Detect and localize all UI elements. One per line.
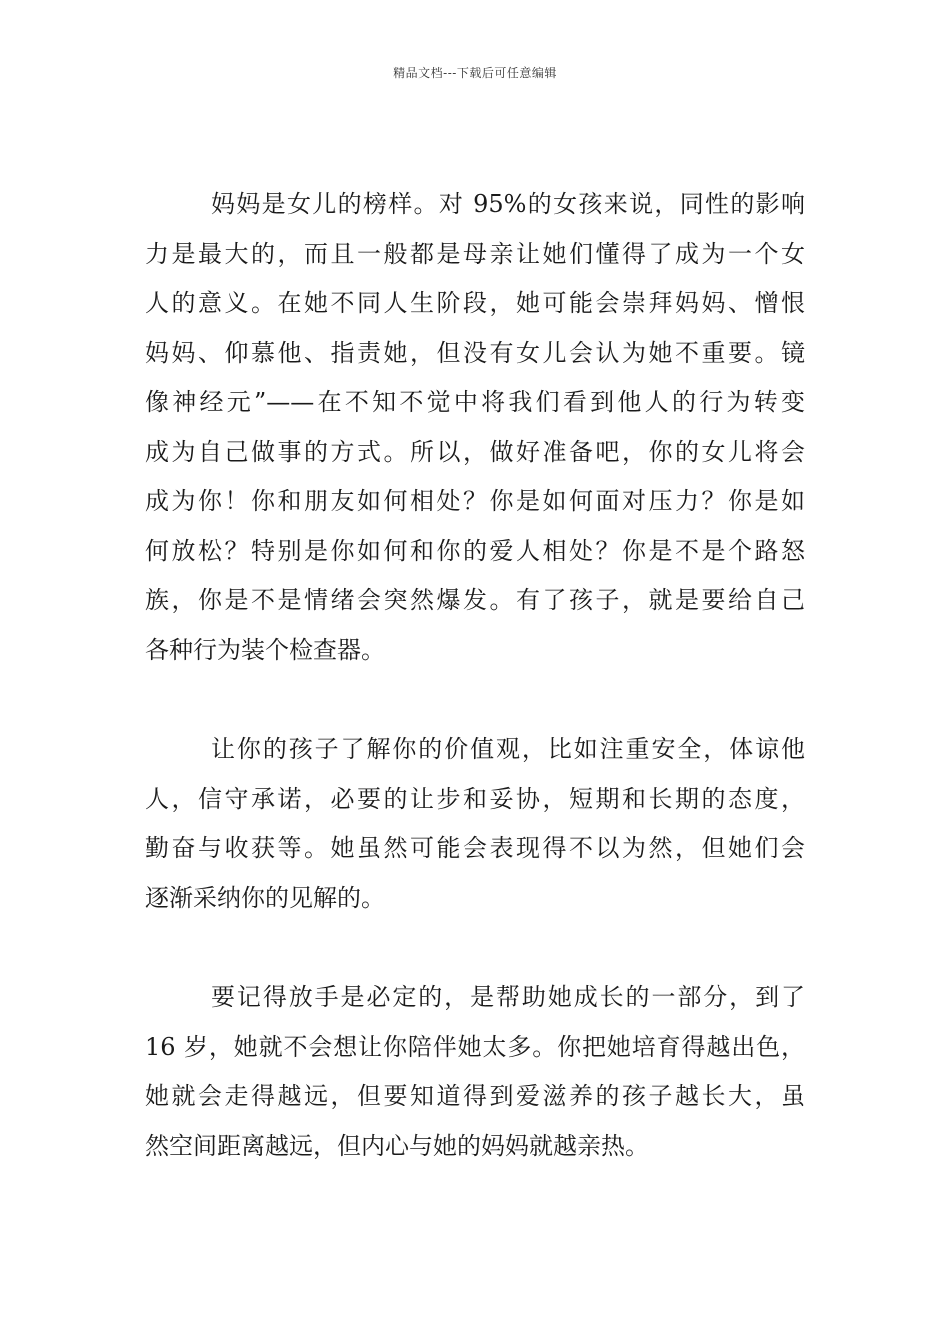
paragraph-2	[145, 725, 805, 923]
paragraph-line: 成为自己做事的方式。所以，做好准备吧，你的女儿将会	[145, 437, 805, 466]
paragraph-line: 勤奋与收获等。她虽然可能会表现得不以为然，但她们会	[145, 834, 805, 862]
paragraph-spacer	[145, 675, 805, 725]
paragraph-line: 妈妈是女儿的榜样。对 95%的女孩来说，同性的影响	[211, 190, 805, 218]
paragraph-spacer	[145, 923, 805, 973]
paragraph-line: 族，你是不是情绪会突然爆发。有了孩子，就是要给自己	[145, 586, 805, 614]
paragraph-line: 像神经元”——在不知不觉中将我们看到他人的行为转变	[145, 388, 805, 416]
paragraph-line: 16 岁，她就不会想让你陪伴她太多。你把她培育得越出色，	[145, 1032, 805, 1061]
paragraph-line: 人的意义。在她不同人生阶段，她可能会崇拜妈妈、憎恨	[145, 289, 805, 317]
paragraph-1	[145, 180, 805, 675]
paragraph-line: 让你的孩子了解你的价值观，比如注重安全，体谅他	[211, 735, 805, 763]
paragraph-line: 逐渐采纳你的见解的。	[145, 883, 385, 912]
paragraph-line: 人，信守承诺，必要的让步和妥协，短期和长期的态度，	[145, 784, 805, 813]
paragraph-line: 然空间距离越远，但内心与她的妈妈就越亲热。	[145, 1131, 649, 1160]
paragraph-line: 妈妈、仰慕他、指责她，但没有女儿会认为她不重要。镜	[145, 338, 805, 367]
paragraph-line: 各种行为装个检查器。	[145, 635, 385, 664]
paragraph-line: 成为你！你和朋友如何相处？你是如何面对压力？你是如	[145, 487, 805, 515]
paragraph-line: 何放松？特别是你如何和你的爱人相处？你是不是个路怒	[145, 536, 805, 565]
paragraph-3	[145, 973, 805, 1171]
paragraph-line: 她就会走得越远，但要知道得到爱滋养的孩子越长大，虽	[145, 1082, 805, 1110]
paragraph-line: 力是最大的，而且一般都是母亲让她们懂得了成为一个女	[145, 239, 805, 268]
paragraph-line: 要记得放手是必定的，是帮助她成长的一部分，到了	[211, 983, 805, 1011]
page-header: 精品文档---下载后可任意编辑	[393, 66, 557, 80]
document-body	[145, 180, 805, 1171]
